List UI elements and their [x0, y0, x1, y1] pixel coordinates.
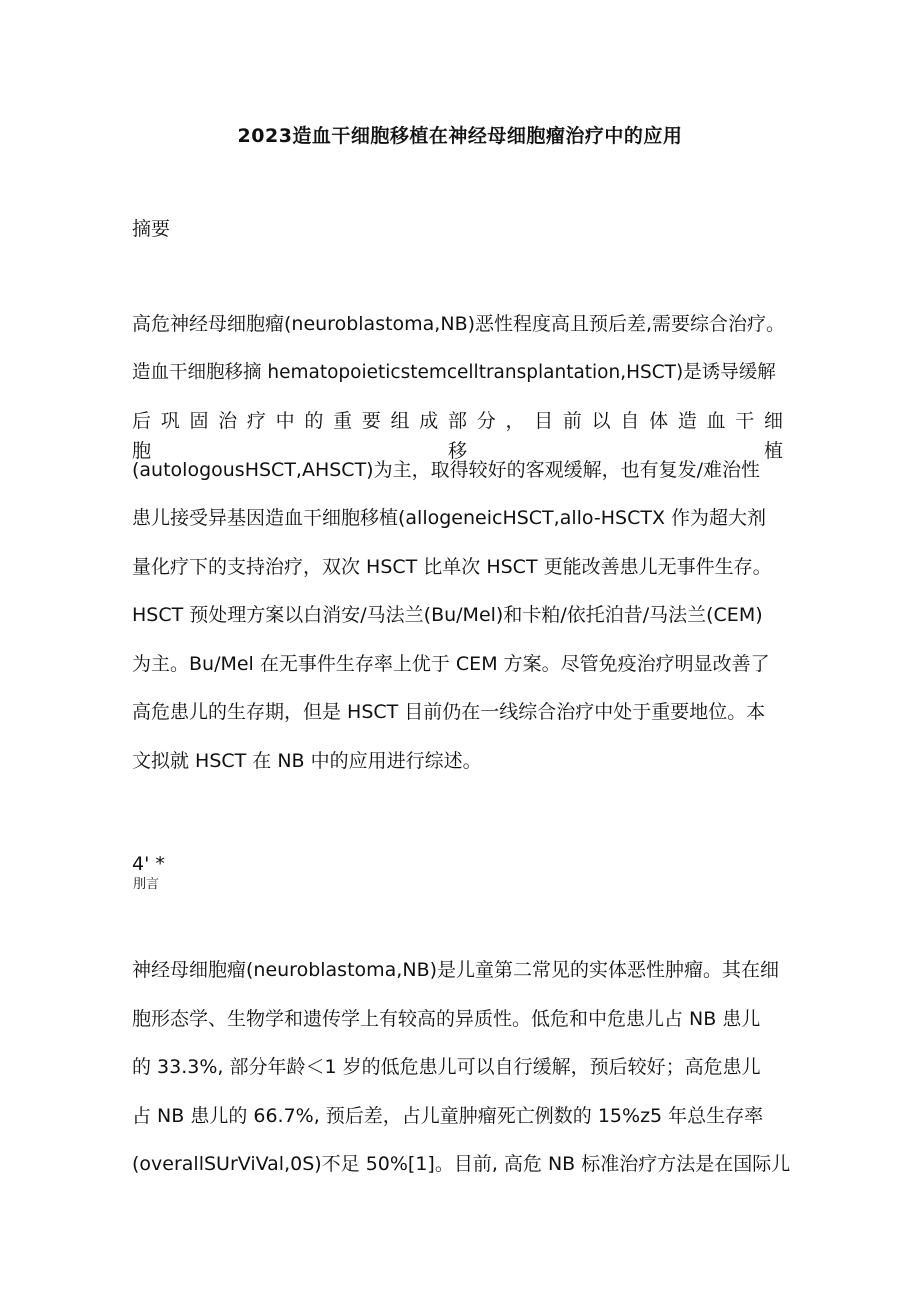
document-title: 2023造血干细胞移植在神经母细胞瘤治疗中的应用	[237, 125, 683, 147]
abstract-line: 为主。Bu/Mel 在无事件生存率上优于 CEM 方案。尽管免疫治疗明显改善了	[132, 652, 770, 675]
intro-line: (overallSUrViVal,0S)不足 50%[1]。目前, 高危 NB 标准治疗方法是在国际儿	[132, 1153, 791, 1175]
abstract-heading: 摘要	[132, 218, 171, 240]
intro-line: 神经母细胞瘤(neuroblastoma,NB)是儿童第二常见的实体恶性肿瘤。其在细	[132, 959, 780, 981]
introduction-body	[132, 955, 792, 1198]
abstract-line: 高危患儿的生存期，但是 HSCT 目前仍在一线综合治疗中处于重要地位。本	[132, 701, 766, 723]
preface-heading: 刖言	[133, 877, 160, 892]
abstract-line: 患儿接受异基因造血干细胞移植(allogeneicHSCT,allo-HSCTX 作为超大剂	[132, 507, 767, 529]
intro-line: 的 33.3%, 部分年龄＜1 岁的低危患儿可以自行缓解，预后较好；高危患儿	[132, 1056, 761, 1078]
abstract-line: 高危神经母细胞瘤(neuroblastoma,NB)恶性程度高且预后差,需要综合治疗。	[132, 313, 786, 335]
abstract-line: (autologousHSCT,AHSCT)为主，取得较好的客观缓解，也有复发/难治性	[132, 458, 760, 481]
intro-line: 占 NB 患儿的 66.7%, 预后差，占儿童肿瘤死亡例数的 15%z5 年总生存率	[132, 1104, 764, 1127]
abstract-line: HSCT 预处理方案以白消安/马法兰(Bu/Mel)和卡粕/依托泊昔/马法兰(CEM)	[132, 604, 763, 626]
abstract-line: 量化疗下的支持治疗，双次 HSCT 比单次 HSCT 更能改善患儿无事件生存。	[132, 555, 772, 578]
abstract-line: 文拟就 HSCT 在 NB 中的应用进行综述。	[132, 749, 482, 772]
intro-line: 胞形态学、生物学和遗传学上有较高的异质性。低危和中危患儿占 NB 患儿	[132, 1007, 761, 1030]
abstract-line: 后巩固治疗中的重要组成部分，目前以自体造血干细胞移植	[132, 410, 792, 462]
abstract-line: 造血干细胞移摘 hematopoieticstemcelltransplantation,HSCT)是诱导缓解	[132, 361, 776, 383]
abstract-body	[132, 309, 792, 794]
page-marker: 4' *	[132, 853, 165, 875]
